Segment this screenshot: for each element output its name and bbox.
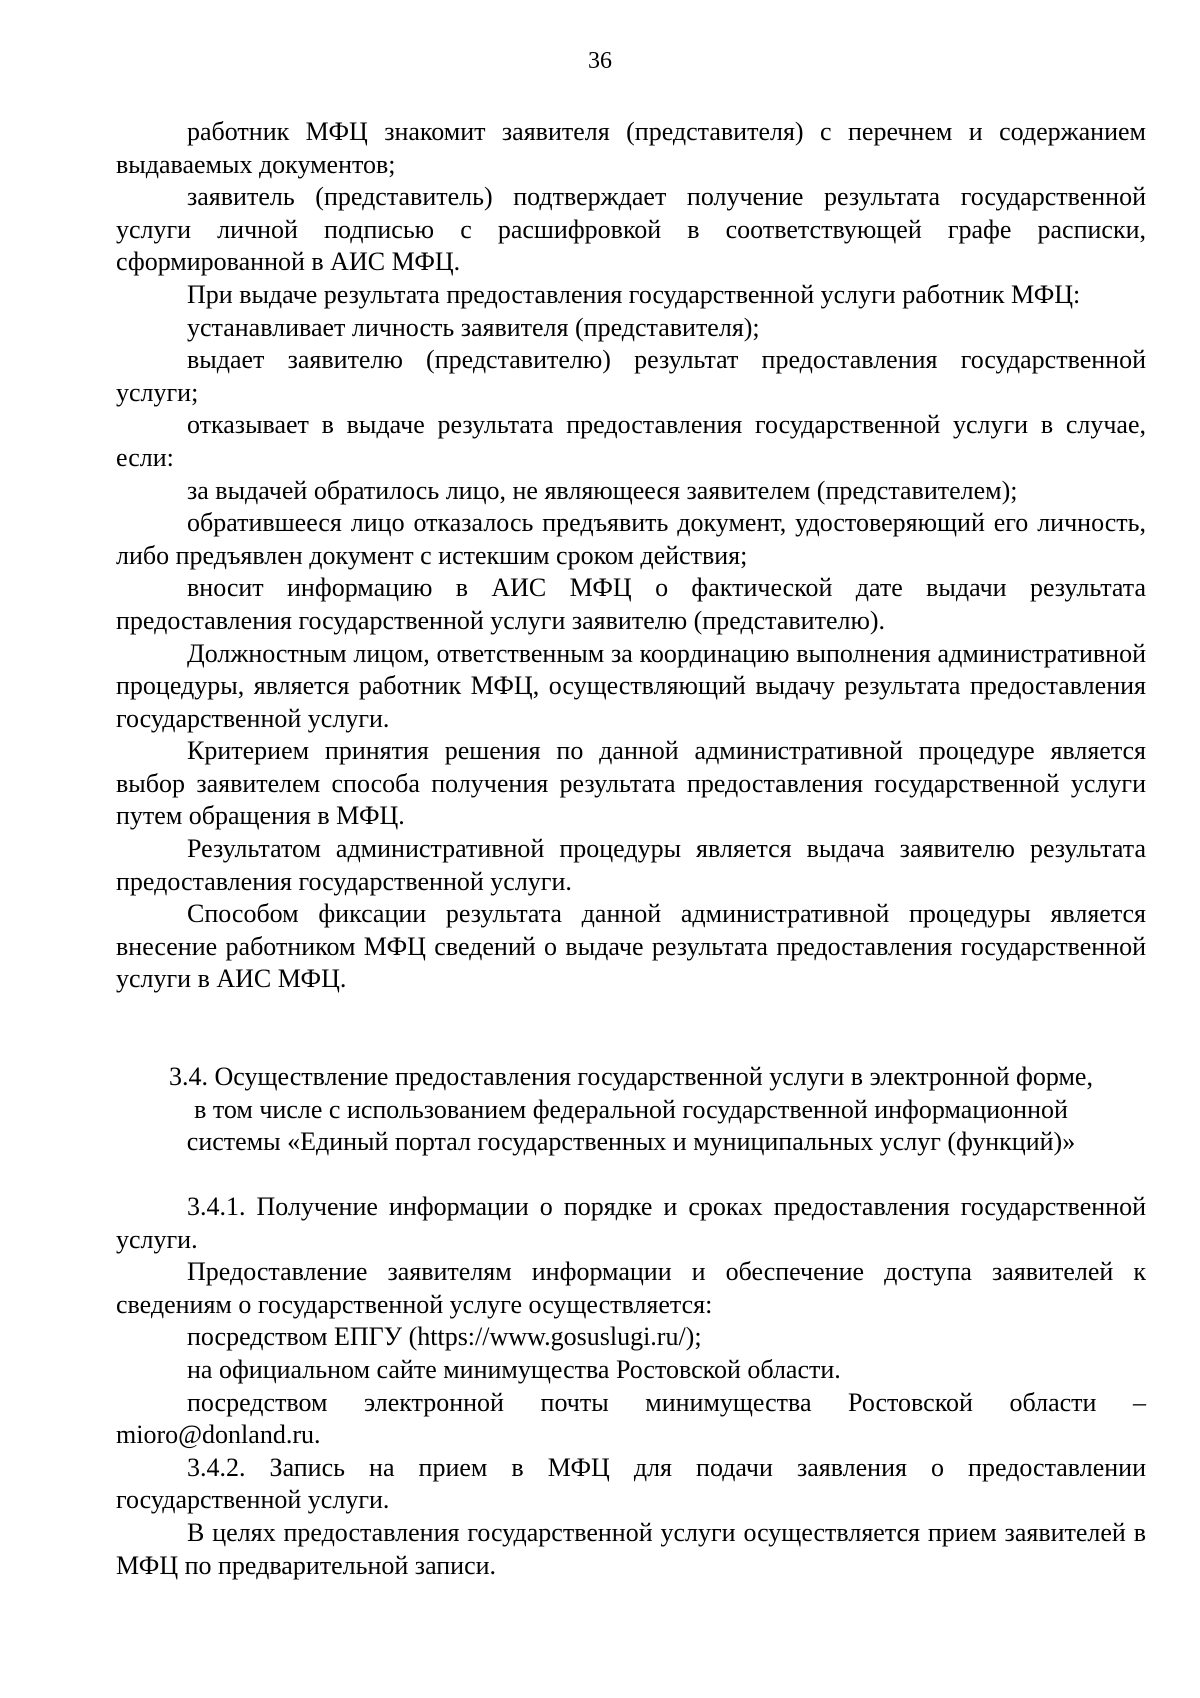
paragraph: посредством ЕПГУ (https://www.gosuslugi.ru/); xyxy=(187,1322,702,1352)
section-heading xyxy=(116,1061,1146,1159)
paragraph: 3.4.2. Запись на прием в МФЦ для подачи заявления о предоставлении государственной услуги. xyxy=(116,1452,1146,1515)
section-heading-line: 3.4. Осуществление предоставления государственной услуги в электронной форме, xyxy=(169,1062,1093,1091)
paragraph: устанавливает личность заявителя (представителя); xyxy=(187,312,760,342)
paragraph: обратившееся лицо отказалось предъявить документ, удостоверяющий его личность, либо предъявлен документ с истекшим сроком действия; xyxy=(116,508,1146,570)
paragraph: 3.4.1. Получение информации о порядке и сроках предоставления государственной услуги. xyxy=(116,1192,1146,1254)
paragraph: Должностным лицом, ответственным за координацию выполнения административной процедуры, является работник МФЦ, осуществляющий выдачу результата предоставления государственной услуги. xyxy=(116,638,1146,733)
paragraph: отказывает в выдаче результата предоставления государственной услуги в случае, если: xyxy=(116,410,1146,472)
paragraph: В целях предоставления государственной услуги осуществляется прием заявителей в МФЦ по предварительной записи. xyxy=(116,1517,1146,1580)
body-text-section xyxy=(116,1191,1146,1582)
paragraph: Способом фиксации результата данной административной процедуры является внесение работником МФЦ сведений о выдаче результата предоставления государственной услуги в АИС МФЦ. xyxy=(116,899,1146,994)
paragraph: работник МФЦ знакомит заявителя (представителя) с перечнем и содержанием выдаваемых документов; xyxy=(116,117,1146,179)
paragraph: посредством электронной почты минимущества Ростовской области – mioro@donland.ru. xyxy=(116,1387,1146,1450)
paragraph: заявитель (представитель) подтверждает получение результата государственной услуги личной подписью с расшифровкой в соответствующей графе расписки, сформированной в АИС МФЦ. xyxy=(116,182,1146,277)
paragraph: Результатом административной процедуры является выдача заявителю результата предоставления государственной услуги. xyxy=(116,834,1146,896)
paragraph: При выдаче результата предоставления государственной услуги работник МФЦ: xyxy=(187,279,1081,309)
paragraph: вносит информацию в АИС МФЦ о фактической дате выдачи результата предоставления государственной услуги заявителю (представителю). xyxy=(116,573,1146,635)
section-heading-line: в том числе с использованием федеральной государственной информационной xyxy=(194,1094,1068,1124)
paragraph: на официальном сайте минимущества Ростовской области. xyxy=(187,1354,841,1384)
paragraph: Предоставление заявителям информации и обеспечение доступа заявителей к сведениям о государственной услуге осуществляется: xyxy=(116,1257,1146,1319)
body-text-section xyxy=(116,116,1146,996)
paragraph: Критерием принятия решения по данной административной процедуре является выбор заявителем способа получения результата предоставления государственной услуги путем обращения в МФЦ. xyxy=(116,736,1146,831)
paragraph: за выдачей обратилось лицо, не являющееся заявителем (представителем); xyxy=(187,475,1018,505)
section-heading-line: системы «Единый портал государственных и муниципальных услуг (функций)» xyxy=(186,1127,1076,1157)
page-number: 36 xyxy=(588,48,612,74)
paragraph: выдает заявителю (представителю) результат предоставления государственной услуги; xyxy=(116,345,1146,407)
